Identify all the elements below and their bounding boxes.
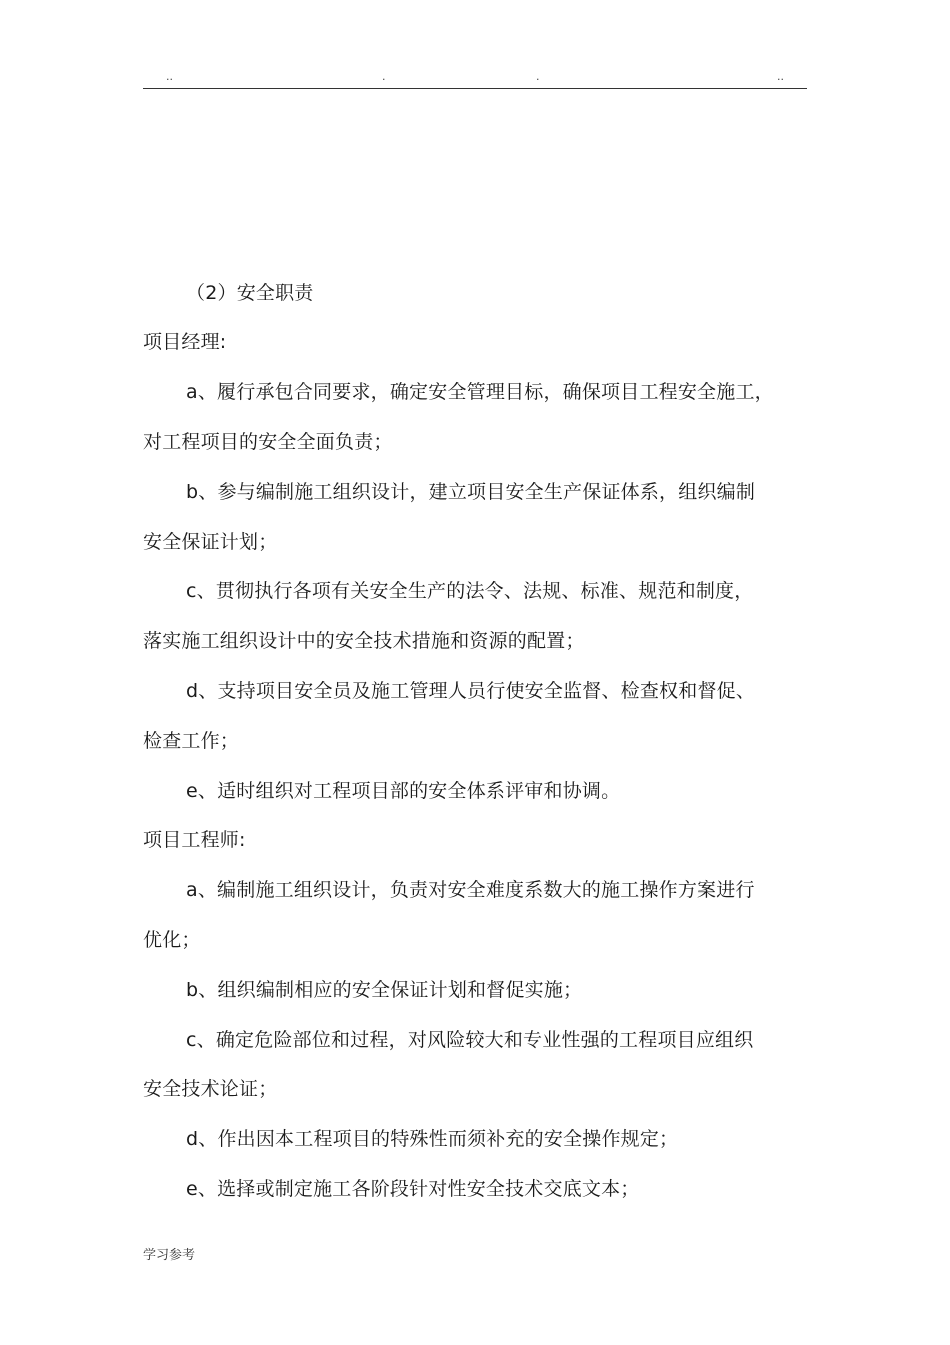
section-title: （2）安全职责: [186, 282, 314, 304]
header-mark-4: ..: [777, 70, 784, 83]
manager-item-a: a、履行承包合同要求，确定安全管理目标，确保项目工程安全施工，: [186, 381, 774, 403]
engineer-item-b: b、组织编制相应的安全保证计划和督促实施；: [186, 979, 583, 1001]
manager-item-c: c、贯彻执行各项有关安全生产的法令、法规、标准、规范和制度，: [186, 580, 754, 602]
engineer-item-e: e、选择或制定施工各阶段针对性安全技术交底文本；: [186, 1178, 640, 1200]
engineer-item-c: c、确定危险部位和过程，对风险较大和专业性强的工程项目应组织: [186, 1029, 754, 1051]
manager-item-d-cont: 检查工作；: [143, 730, 240, 752]
manager-item-b: b、参与编制施工组织设计，建立项目安全生产保证体系，组织编制: [186, 481, 756, 503]
header-mark-2: .: [382, 70, 386, 83]
manager-item-c-cont: 落实施工组织设计中的安全技术措施和资源的配置；: [143, 630, 585, 652]
manager-heading: 项目经理:: [143, 331, 227, 353]
header-mark-3: .: [536, 70, 540, 83]
page-footer: 学习参考: [143, 1248, 196, 1263]
header-rule: [143, 88, 807, 89]
engineer-item-c-cont: 安全技术论证；: [143, 1078, 278, 1100]
manager-item-e: e、适时组织对工程项目部的安全体系评审和协调。: [186, 780, 621, 802]
engineer-item-a-cont: 优化；: [143, 929, 201, 951]
manager-item-d: d、支持项目安全员及施工管理人员行使安全监督、检查权和督促、: [186, 680, 756, 702]
engineer-heading: 项目工程师:: [143, 829, 246, 851]
manager-item-a-cont: 对工程项目的安全全面负责；: [143, 431, 393, 453]
engineer-item-d: d、作出因本工程项目的特殊性而须补充的安全操作规定；: [186, 1128, 679, 1150]
engineer-item-a: a、编制施工组织设计，负责对安全难度系数大的施工操作方案进行: [186, 879, 755, 901]
header-mark-1: ..: [166, 70, 173, 83]
manager-item-b-cont: 安全保证计划；: [143, 531, 278, 553]
